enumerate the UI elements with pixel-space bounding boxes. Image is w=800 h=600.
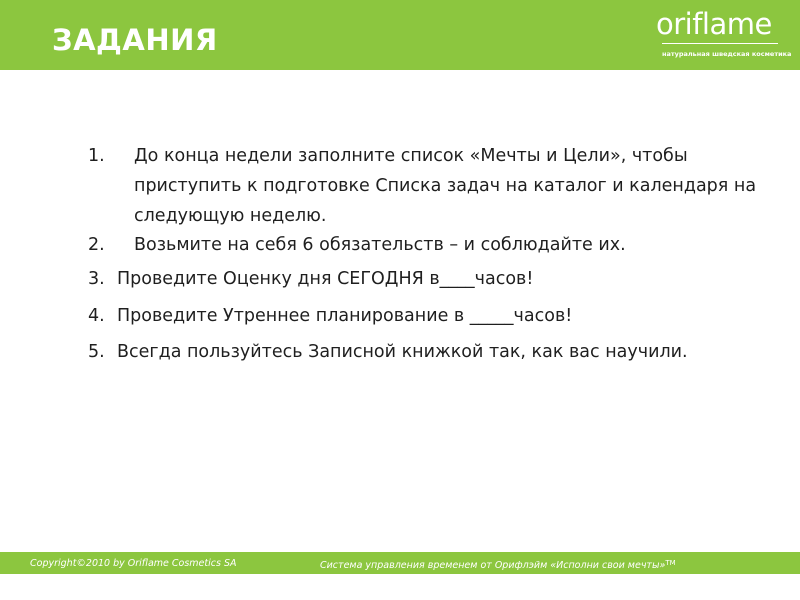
logo-tagline: натуральная шведская косметика	[662, 50, 792, 58]
copyright-notice: Copyright©2010 by Oriflame Cosmetics SA	[30, 558, 237, 569]
task-text: Возьмите на себя 6 обязательств – и соблюдайте их.	[134, 235, 626, 255]
task-item	[88, 264, 777, 294]
task-number: 2.	[88, 235, 105, 255]
task-number: 1.	[88, 146, 105, 166]
footer-system-name	[320, 557, 676, 572]
page-title: ЗАДАНИЯ	[52, 23, 218, 57]
task-text: Проведите Оценку дня СЕГОДНЯ в____часов!	[117, 269, 534, 289]
trademark-mark: TM	[665, 559, 676, 567]
footer-system-text: Система управления временем от Орифлэйм «Исполни свои мечты»	[320, 560, 666, 571]
task-item	[88, 301, 777, 331]
task-text: Всегда пользуйтесь Записной книжкой так, как вас научили.	[117, 342, 688, 362]
task-item	[88, 337, 777, 367]
task-number: 4.	[88, 306, 105, 326]
task-number: 3.	[88, 269, 105, 289]
task-item	[88, 230, 774, 260]
task-text: Проведите Утреннее планирование в _____часов!	[117, 306, 573, 326]
footer-bar	[0, 552, 800, 574]
task-text: До конца недели заполните список «Мечты и Цели», чтобы приступить к подготовке Списка задач на каталог и календаря на следующую неделю.	[134, 146, 757, 226]
task-number: 5.	[88, 342, 105, 362]
task-item	[88, 141, 774, 231]
logo-wordmark: oriflame	[656, 7, 772, 41]
